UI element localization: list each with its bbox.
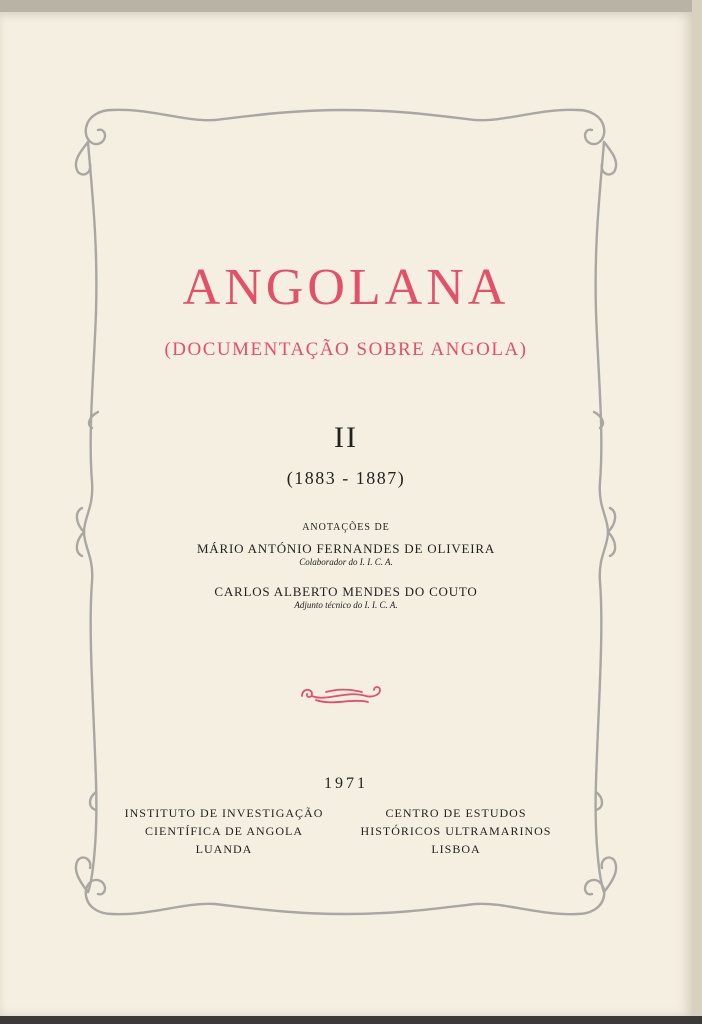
publisher-right [336,804,576,858]
author-role: Colaborador do I. I. C. A. [299,557,393,567]
publisher-city: LUANDA [195,842,253,856]
year-range: (1883 - 1887) [286,468,406,488]
scan-bottom-edge [0,1016,702,1024]
publisher-line: HISTÓRICOS ULTRAMARINOS [360,824,552,838]
scan-right-edge [692,0,702,1024]
annotations-label: ANOTAÇÕES DE [302,522,390,533]
publisher-city: LISBOA [431,842,481,856]
volume-number: II [334,421,358,454]
publisher-line: INSTITUTO DE INVESTIGAÇÃO [124,806,324,820]
publisher-line: CIENTÍFICA DE ANGOLA [145,824,303,838]
publisher-line: CENTRO DE ESTUDOS [385,806,527,820]
scan-top-band [0,0,702,12]
book-title: ANGOLANA [182,259,510,316]
book-cover-page [0,12,692,1016]
publisher-left [104,804,344,858]
decorative-border-frame-icon [0,12,692,1016]
author-name: MÁRIO ANTÓNIO FERNANDES DE OLIVEIRA [196,541,496,556]
publication-year: 1971 [324,775,368,792]
author-name: CARLOS ALBERTO MENDES DO COUTO [214,584,478,599]
scroll-flourish-ornament-icon [296,682,386,710]
book-subtitle: (DOCUMENTAÇÃO SOBRE ANGOLA) [164,339,528,360]
author-role: Adjunto técnico do I. I. C. A. [294,600,398,610]
